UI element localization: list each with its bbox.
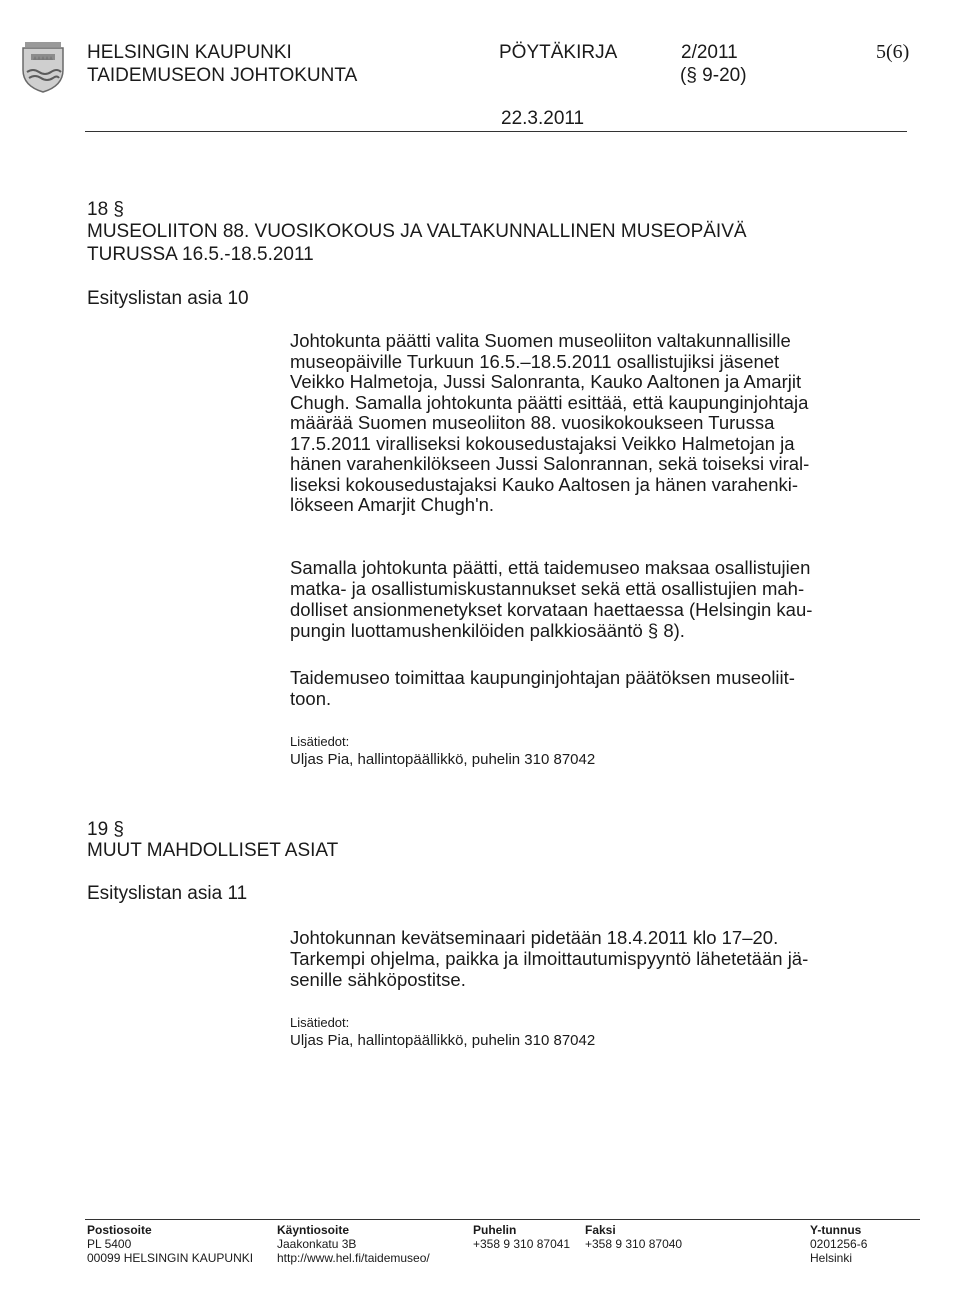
section-19-agenda-item: Esityslistan asia 11 bbox=[87, 883, 248, 904]
footer-label: Faksi bbox=[585, 1223, 616, 1237]
text-line: liseksi kokousedustajaksi Kauko Aaltosen ja hänen varahenki- bbox=[290, 473, 799, 495]
section-18-number: 18 § bbox=[87, 199, 124, 220]
text-line: Tarkempi ohjelma, paikka ja ilmoittautumispyyntö lähetetään jä- bbox=[290, 948, 809, 969]
header-divider bbox=[85, 131, 907, 132]
footer-label: Puhelin bbox=[473, 1223, 517, 1237]
text-line: toon. bbox=[290, 688, 332, 709]
section-18-info-label: Lisätiedot: bbox=[290, 734, 350, 749]
footer-value: 00099 HELSINGIN KAUPUNKI bbox=[87, 1251, 254, 1265]
text-line: Chugh. Samalla johtokunta päätti esittää, että kaupunginjohtaja bbox=[290, 391, 809, 413]
section-range: (§ 9-20) bbox=[680, 65, 747, 86]
section-18-info-text: Uljas Pia, hallintopäällikkö, puhelin 310 87042 bbox=[290, 751, 596, 768]
footer-value: Jaakonkatu 3B bbox=[277, 1237, 357, 1251]
section-19-info-label: Lisätiedot: bbox=[290, 1015, 350, 1030]
board-name: TAIDEMUSEON JOHTOKUNTA bbox=[87, 65, 358, 86]
text-line: Johtokunnan kevätseminaari pidetään 18.4.2011 klo 17–20. bbox=[290, 927, 779, 948]
footer-value: +358 9 310 87040 bbox=[585, 1237, 683, 1251]
text-line: pungin luottamushenkilöiden palkkiosääntö § 8). bbox=[290, 620, 685, 641]
page-number: 5(6) bbox=[876, 41, 910, 63]
text-line: senille sähköpostitse. bbox=[290, 969, 466, 990]
section-19-title: MUUT MAHDOLLISET ASIAT bbox=[87, 840, 339, 861]
footer-business-id bbox=[810, 1223, 867, 1265]
footer-divider bbox=[85, 1219, 920, 1220]
footer-phone bbox=[473, 1223, 570, 1251]
section-19-paragraph-1 bbox=[290, 927, 842, 990]
footer-postal-address bbox=[87, 1223, 253, 1265]
footer-value: 0201256-6 bbox=[810, 1237, 868, 1251]
document-type: PÖYTÄKIRJA bbox=[499, 42, 618, 63]
text-line: Johtokunta päätti valita Suomen museoliiton valtakunnallisille bbox=[290, 330, 791, 351]
footer-website-link[interactable]: http://www.hel.fi/taidemuseo/ bbox=[277, 1251, 430, 1265]
text-line: Taidemuseo toimittaa kaupunginjohtajan päätöksen museoliit- bbox=[290, 667, 795, 688]
section-18-title-line2: TURUSSA 16.5.-18.5.2011 bbox=[87, 244, 314, 265]
footer-fax bbox=[585, 1223, 682, 1251]
section-18-paragraph-1 bbox=[290, 331, 842, 516]
text-line: dolliset ansionmenetykset korvataan haettaessa (Helsingin kau- bbox=[290, 599, 813, 620]
meeting-date: 22.3.2011 bbox=[501, 108, 585, 129]
document-number: 2/2011 bbox=[681, 42, 738, 63]
footer-label: Käyntiosoite bbox=[277, 1223, 350, 1237]
footer-value: +358 9 310 87041 bbox=[473, 1237, 571, 1251]
section-18-title-line1: MUSEOLIITON 88. VUOSIKOKOUS JA VALTAKUNNALLINEN MUSEOPÄIVÄ bbox=[87, 221, 747, 242]
text-line: matka- ja osallistumiskustannukset sekä että osallistujien mah- bbox=[290, 578, 805, 599]
text-line: Veikko Halmetoja, Jussi Salonranta, Kauko Aaltonen ja Amarjit bbox=[290, 371, 802, 392]
section-19-info-text: Uljas Pia, hallintopäällikkö, puhelin 310 87042 bbox=[290, 1032, 596, 1049]
city-crest-logo bbox=[21, 42, 65, 94]
footer-label: Postiosoite bbox=[87, 1223, 152, 1237]
section-18-paragraph-2 bbox=[290, 557, 842, 641]
text-line: määrää Suomen museoliiton 88. vuosikokoukseen Turussa bbox=[290, 412, 775, 433]
footer-label: Y-tunnus bbox=[810, 1223, 862, 1237]
footer-visiting-address bbox=[277, 1223, 430, 1265]
text-line: 17.5.2011 viralliseksi kokousedustajaksi Veikko Halmetojan ja bbox=[290, 432, 795, 454]
section-19-number: 19 § bbox=[87, 819, 124, 840]
text-line: hänen varahenkilökseen Jussi Salonrannan, sekä toiseksi viral- bbox=[290, 453, 810, 474]
text-line: museopäiville Turkuun 16.5.–18.5.2011 osallistujiksi jäsenet bbox=[290, 350, 780, 372]
footer-value: Helsinki bbox=[810, 1251, 853, 1265]
section-18-paragraph-3 bbox=[290, 667, 842, 709]
text-line: Samalla johtokunta päätti, että taidemuseo maksaa osallistujien bbox=[290, 557, 811, 578]
section-18-agenda-item: Esityslistan asia 10 bbox=[87, 288, 249, 309]
text-line: lökseen Amarjit Chugh'n. bbox=[290, 494, 495, 515]
org-name: HELSINGIN KAUPUNKI bbox=[87, 42, 292, 63]
footer-value: PL 5400 bbox=[87, 1237, 132, 1251]
